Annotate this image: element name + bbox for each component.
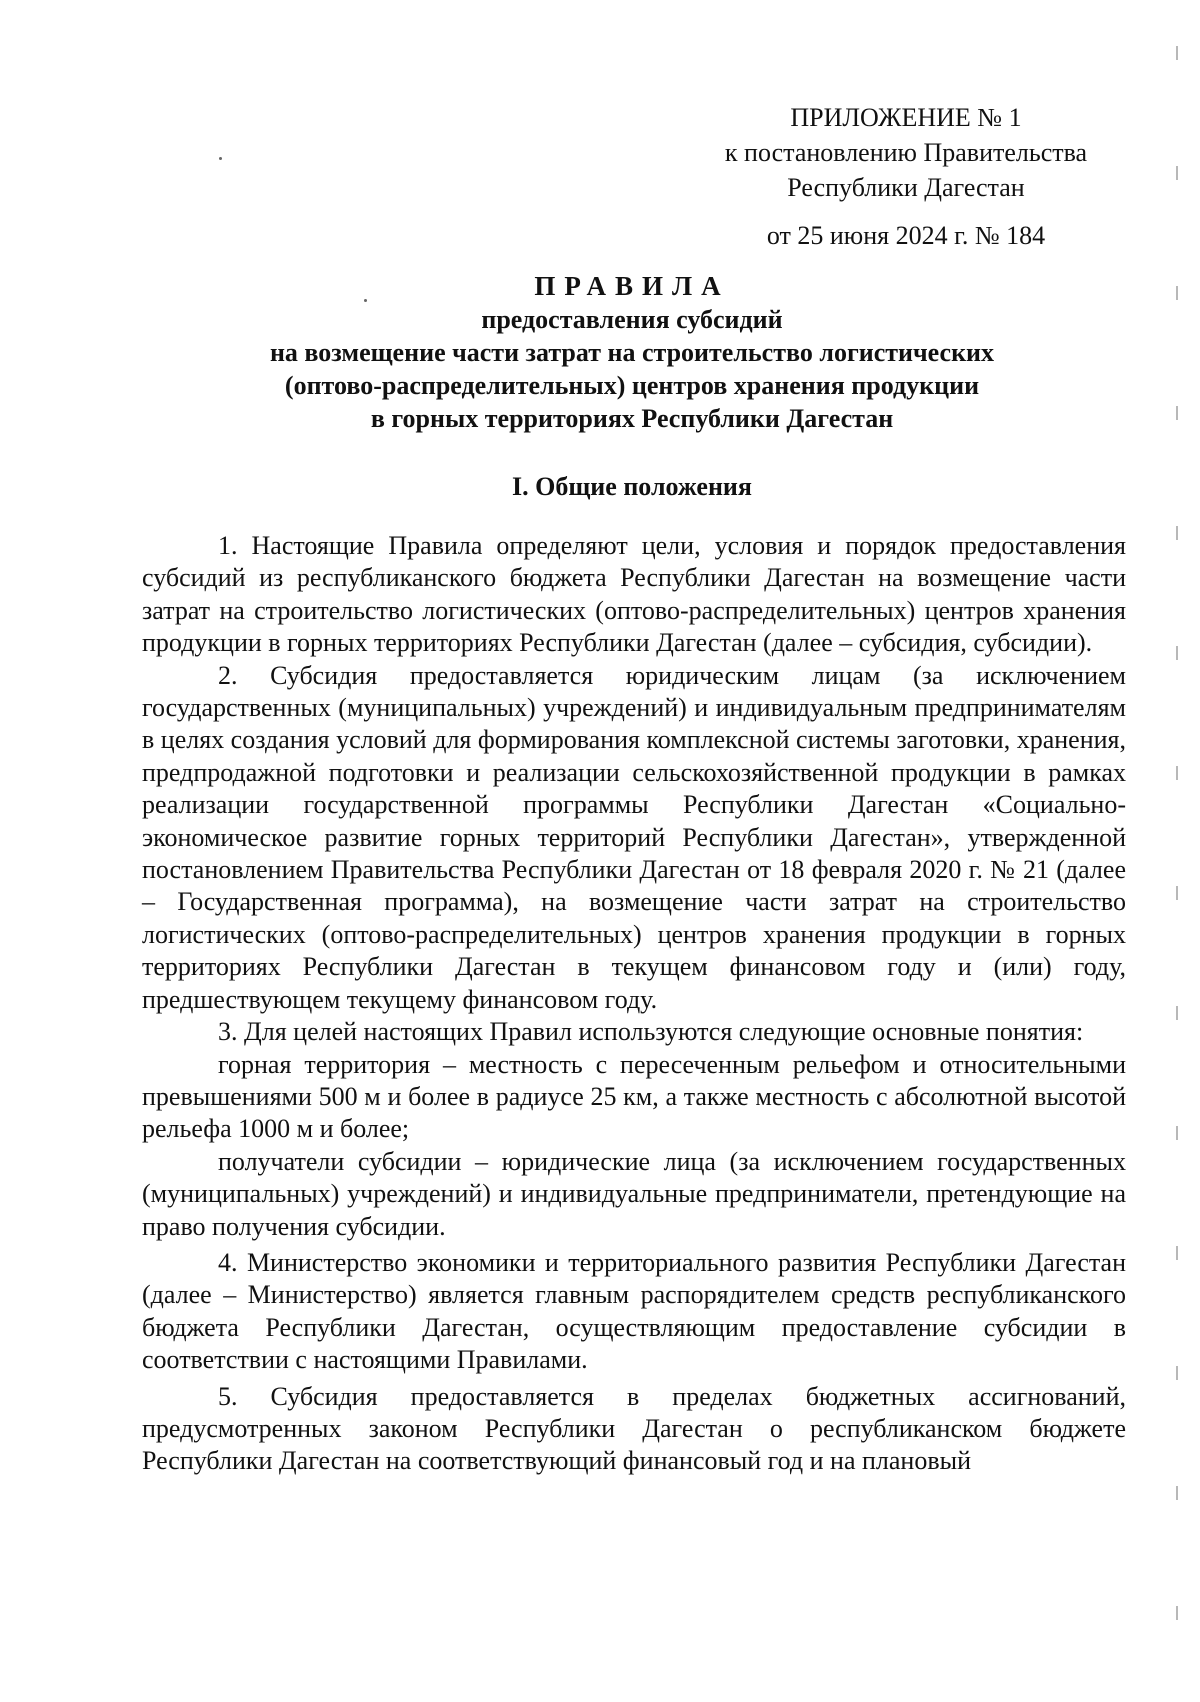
appendix-resolution: к постановлению Правительства — [724, 138, 1088, 167]
paragraph-4: 4. Министерство экономики и территориального развития Республики Дагестан (далее – Министерство) является главным распорядителем средств республиканского бюджета Республики Дагестан, осуществляющим предоставление субсидии в соответствии с настоящими Правилами. — [142, 1247, 1126, 1375]
appendix-republic: Республики Дагестан — [787, 173, 1025, 202]
scan-speck — [219, 157, 222, 160]
appendix-block — [700, 100, 1112, 253]
title-line: предоставления субсидий — [481, 305, 783, 334]
document-title — [140, 270, 1124, 435]
title-heading: ПРАВИЛА — [534, 271, 730, 301]
title-line: (оптово-распределительных) центров хранения продукции — [284, 371, 980, 400]
definition-mountain-territory: горная территория – местность с пересеченным рельефом и относительными превышениями 500 м и более в радиусе 25 км, а также местность с абсолютной высотой рельефа 1000 м и более; — [142, 1049, 1126, 1144]
scan-edge-marks — [1176, 0, 1178, 1702]
section-heading: I. Общие положения — [512, 472, 752, 501]
appendix-number: ПРИЛОЖЕНИЕ № 1 — [790, 103, 1022, 132]
paragraph-2: 2. Субсидия предоставляется юридическим лицам (за исключением государственных (муниципальных) учреждений) и индивидуальным предпринимателям в целях создания условий для формирования комплексной системы заготовки, хранения, предпродажной подготовки и реализации сельскохозяйственной продукции в рамках реализации государственной программы Республики Дагестан «Социально-экономическое развитие горных территорий Республики Дагестан», утвержденной постановлением Правительства Республики Дагестан от 18 февраля 2020 г. № 21 (далее – Государственная программа), на возмещение части затрат на строительство логистических (оптово-распределительных) центров хранения продукции в горных территориях Республики Дагестан в текущем финансовом году и (или) году, предшествующем текущему финансовом году. — [142, 660, 1126, 1014]
definition-subsidy-recipients: получатели субсидии – юридические лица (за исключением государственных (муниципальных) учреждений) и индивидуальные предприниматели, претендующие на право получения субсидии. — [142, 1146, 1126, 1241]
paragraph-5: 5. Субсидия предоставляется в пределах бюджетных ассигнований, предусмотренных законом Республики Дагестан о республиканском бюджете Республики Дагестан на соответствующий финансовый год и на плановый — [142, 1381, 1126, 1476]
paragraph-1: 1. Настоящие Правила определяют цели, условия и порядок предоставления субсидий из республиканского бюджета Республики Дагестан на возмещение части затрат на строительство логистических (оптово-распределительных) центров хранения продукции в горных территориях Республики Дагестан (далее – субсидия, субсидии). — [142, 531, 1126, 658]
appendix-date: от 25 июня 2024 г. № 184 — [766, 221, 1046, 250]
body-text — [142, 530, 1126, 1478]
title-line: в горных территориях Республики Дагестан — [370, 404, 894, 433]
paragraph-3: 3. Для целей настоящих Правил используются следующие основные понятия: — [218, 1017, 1084, 1047]
title-line: на возмещение части затрат на строительство логистических — [269, 338, 995, 367]
